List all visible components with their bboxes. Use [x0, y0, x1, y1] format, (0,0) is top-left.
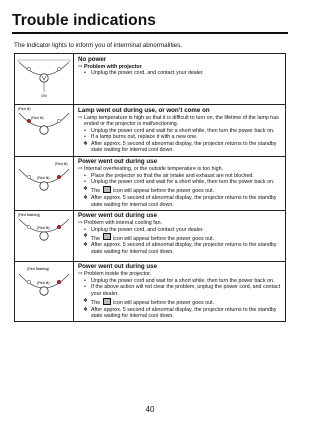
indicator-figure	[15, 210, 74, 261]
indicator-panel-icon	[15, 211, 73, 261]
figure-label-red-lit: (Red lit)	[55, 161, 68, 166]
trouble-row-overheat	[15, 156, 286, 210]
figure-label-red-flashing: (Red flashing)	[27, 266, 50, 271]
warning-icon	[103, 186, 111, 193]
indicator-figure	[15, 261, 74, 322]
trouble-text	[74, 210, 286, 261]
indicator-panel-icon	[15, 262, 73, 312]
indicator-figure	[15, 54, 74, 105]
row-cause: ⇨ Problem with internal cooling fan.	[78, 220, 163, 227]
row-bullet: • Unplug the power cord, and contact your dealer.	[84, 70, 204, 77]
row-heading: Lamp went out during use, or won’t come on	[78, 106, 210, 114]
page-title: Trouble indications	[12, 12, 156, 29]
trouble-row-lamp	[15, 105, 286, 157]
power-button-icon	[40, 231, 48, 239]
indicator-figure	[15, 105, 74, 157]
row-note: ❖ The icon will appear before the power goes out.	[83, 185, 215, 195]
indicator-figure	[15, 156, 74, 210]
trouble-row-no-power	[15, 54, 286, 105]
indicator-panel-icon	[15, 157, 73, 207]
row-bullet: • Place the projector so that the air intake and exhaust are not blocked.	[84, 172, 254, 179]
red-led-icon	[57, 280, 61, 284]
warning-icon	[103, 298, 111, 305]
figure-label-on: ON	[41, 94, 47, 98]
row-bullet: • If a lamp burns out, replace it with a new one.	[84, 134, 198, 141]
red-led-icon	[57, 175, 61, 179]
figure-label-red-lit: (Red lit)	[18, 107, 31, 111]
row-note: ❖ After approx. 5 second of abnormal display, the projector returns to the standby state waiting for internal cool down.	[83, 242, 277, 255]
row-cause: ⇨ Problem with projector	[78, 63, 142, 70]
page-number: 40	[145, 405, 155, 414]
trouble-text	[74, 261, 286, 322]
indicator-panel-icon	[15, 105, 73, 155]
trouble-row-internal	[15, 261, 286, 322]
row-note: ❖ After approx. 5 second of abnormal display, the projector returns to the standby state waiting for internal cool down.	[83, 194, 277, 208]
red-led-icon	[57, 225, 61, 229]
row-cause: ⇨ Lamp temperature is high so that it is difficult to turn on, the lifetime of the lamp has ended or the projector is malfunctioning.	[78, 114, 279, 128]
row-note: ❖ After approx. 5 second of abnormal display, the projector returns to the standby state waiting for internal cool down.	[83, 306, 277, 320]
row-bullet: • Unplug the power cord and wait for a short while, then turn the power back on.	[84, 277, 275, 284]
row-heading: No power	[78, 55, 107, 63]
power-button-icon	[40, 181, 48, 189]
title-rule	[12, 32, 288, 34]
row-cause: ⇨ Problem inside the projector.	[78, 271, 152, 278]
power-button-icon	[40, 126, 48, 134]
trouble-text	[74, 156, 286, 210]
intro-text: The indicator lights to inform you of interminal abnormalities.	[14, 42, 182, 49]
trouble-text	[74, 54, 286, 105]
row-heading: Power went out during use	[78, 158, 158, 166]
trouble-text	[74, 105, 286, 157]
row-note: ❖ After approx. 5 second of abnormal display, the projector returns to the standby state waiting for internal cool down.	[83, 140, 277, 154]
figure-label-red-lit: (Red lit)	[37, 280, 50, 285]
figure-label-red-lit: (Red lit)	[37, 225, 50, 230]
figure-label-red-lit: (Red lit)	[37, 175, 50, 180]
row-heading: Power went out during use	[78, 263, 158, 271]
trouble-table	[14, 53, 286, 322]
figure-label-red-flashing: (Red flashing)	[18, 212, 41, 217]
power-button-icon	[40, 286, 48, 294]
row-cause: ⇨ Internal overheating, or the outside temperature is too high.	[78, 166, 223, 173]
row-note: ❖ The icon will appear before the power goes out.	[83, 233, 215, 242]
trouble-row-fan	[15, 210, 286, 261]
row-bullet: • Unplug the power cord and wait for a short while, then turn the power back on.	[84, 179, 275, 186]
figure-label-red-lit: (Red lit)	[31, 116, 44, 120]
row-bullet: • If the above action will not clear the problem, unplug the power cord, and contact your dealer.	[84, 284, 281, 297]
row-note: ❖ The icon will appear before the power goes out.	[83, 297, 215, 306]
row-heading: Power went out during use	[78, 212, 158, 220]
indicator-panel-icon	[15, 54, 73, 104]
row-bullet: • Unplug the power cord and wait for a short while, then turn the power back on.	[84, 127, 275, 134]
power-button-icon	[40, 74, 48, 82]
row-bullet: • Unplug the power cord, and contact your dealer.	[84, 226, 204, 233]
warning-icon	[103, 233, 111, 240]
